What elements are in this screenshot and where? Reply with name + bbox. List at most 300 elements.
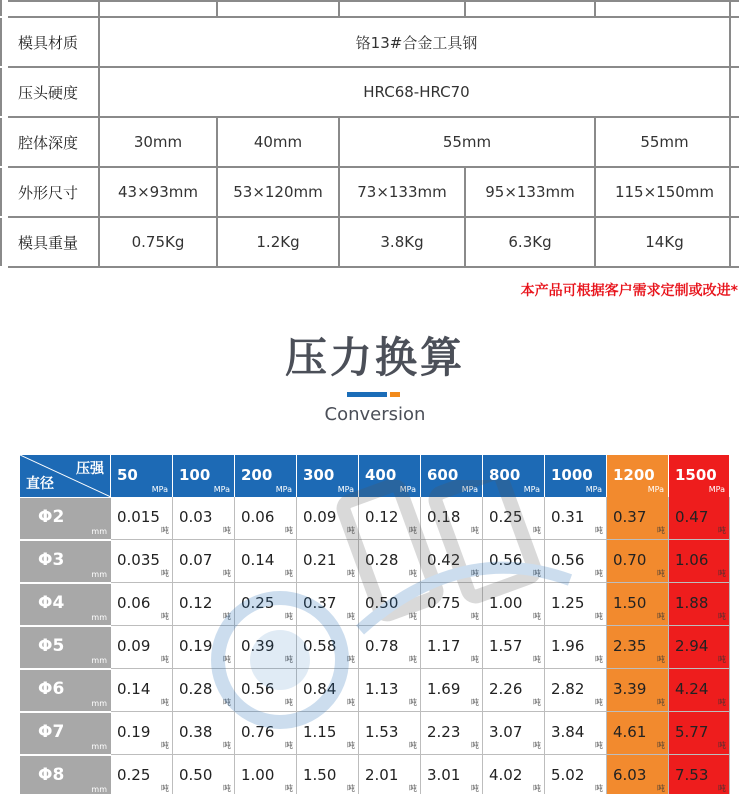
tonnage-value: 0.035 — [117, 551, 160, 569]
tonnage-value: 1.06 — [675, 551, 709, 569]
tonnage-cell — [421, 626, 483, 669]
pressure-unit: MPa — [523, 485, 540, 494]
diameter-unit: mm — [91, 656, 107, 665]
tonnage-cell — [359, 583, 421, 626]
ton-unit: 吨 — [657, 655, 665, 664]
ton-unit: 吨 — [161, 698, 169, 707]
tonnage-value: 3.07 — [489, 723, 523, 741]
diameter-unit: mm — [91, 570, 107, 579]
table-row — [20, 497, 734, 540]
ton-unit: 吨 — [223, 655, 231, 664]
tonnage-cell — [669, 583, 730, 626]
ton-unit: 吨 — [409, 526, 417, 535]
spec-cell-partial — [98, 0, 216, 16]
pressure-header — [173, 455, 235, 497]
diameter-cell — [20, 712, 111, 754]
tonnage-cell — [669, 540, 730, 583]
tonnage-cell — [607, 583, 669, 626]
ton-unit: 吨 — [347, 698, 355, 707]
tonnage-value: 4.24 — [675, 680, 709, 698]
tonnage-value: 0.76 — [241, 723, 275, 741]
title-accent-blue — [347, 392, 387, 397]
tonnage-cell — [173, 626, 235, 669]
spec-cell: 6.3Kg — [464, 218, 594, 266]
ton-unit: 吨 — [161, 784, 169, 793]
tonnage-cell — [483, 669, 545, 712]
ton-unit: 吨 — [161, 655, 169, 664]
spec-row — [0, 118, 731, 166]
tonnage-value: 0.19 — [117, 723, 151, 741]
diameter-unit: mm — [91, 742, 107, 751]
diameter-unit: mm — [91, 699, 107, 708]
spec-cell-partial — [594, 0, 733, 16]
pressure-unit: MPa — [213, 485, 230, 494]
tonnage-cell — [669, 626, 730, 669]
pressure-value: 1500 — [675, 466, 717, 484]
tonnage-cell — [235, 583, 297, 626]
spec-cell: 3.8Kg — [338, 218, 464, 266]
spec-line — [8, 16, 739, 18]
spec-cell: 0.75Kg — [98, 218, 216, 266]
diameter-unit: mm — [91, 613, 107, 622]
custom-note: 本产品可根据客户需求定制或改进* — [520, 283, 738, 299]
diameter-unit: mm — [91, 785, 107, 794]
spec-line — [8, 266, 739, 268]
tonnage-value: 1.50 — [303, 766, 337, 784]
page-subtitle: Conversion — [324, 404, 426, 425]
tonnage-cell — [297, 540, 359, 583]
ton-unit: 吨 — [595, 698, 603, 707]
tonnage-value: 1.53 — [365, 723, 399, 741]
spec-row — [0, 68, 731, 116]
ton-unit: 吨 — [223, 612, 231, 621]
tonnage-cell — [421, 583, 483, 626]
ton-unit: 吨 — [533, 698, 541, 707]
tonnage-cell — [421, 540, 483, 583]
ton-unit: 吨 — [223, 569, 231, 578]
pressure-header — [235, 455, 297, 497]
tonnage-cell — [483, 626, 545, 669]
tonnage-cell — [607, 755, 669, 794]
tonnage-value: 0.28 — [179, 680, 213, 698]
spec-row-partial — [0, 0, 731, 16]
tonnage-cell — [545, 540, 607, 583]
tonnage-cell — [607, 497, 669, 540]
tonnage-value: 0.56 — [241, 680, 275, 698]
spec-cell: 43×93mm — [98, 168, 216, 216]
pressure-value: 1200 — [613, 466, 655, 484]
tonnage-cell — [111, 626, 173, 669]
tonnage-value: 1.13 — [365, 680, 399, 698]
spec-cell: 40mm — [216, 118, 338, 166]
tonnage-cell — [359, 712, 421, 755]
ton-unit: 吨 — [595, 655, 603, 664]
spec-cell: 14Kg — [594, 218, 733, 266]
ton-unit: 吨 — [409, 784, 417, 793]
ton-unit: 吨 — [718, 698, 726, 707]
tonnage-value: 0.38 — [179, 723, 213, 741]
diameter-cell — [20, 626, 111, 668]
ton-unit: 吨 — [409, 655, 417, 664]
tonnage-value: 0.50 — [179, 766, 213, 784]
tonnage-cell — [421, 712, 483, 755]
pressure-unit: MPa — [337, 485, 354, 494]
diameter-value: Φ7 — [38, 722, 65, 742]
ton-unit: 吨 — [471, 698, 479, 707]
spec-cell: 铬13#合金工具钢 — [98, 18, 733, 66]
tonnage-value: 0.14 — [241, 551, 275, 569]
spec-cell: 95×133mm — [464, 168, 594, 216]
tonnage-cell — [235, 712, 297, 755]
spec-cell: 55mm — [338, 118, 594, 166]
tonnage-cell — [483, 583, 545, 626]
pressure-header — [607, 455, 669, 497]
tonnage-cell — [483, 755, 545, 794]
tonnage-cell — [173, 497, 235, 540]
ton-unit: 吨 — [285, 741, 293, 750]
tonnage-value: 2.23 — [427, 723, 461, 741]
tonnage-value: 1.00 — [241, 766, 275, 784]
tonnage-cell — [421, 497, 483, 540]
ton-unit: 吨 — [223, 526, 231, 535]
table-row — [20, 755, 734, 794]
ton-unit: 吨 — [161, 569, 169, 578]
ton-unit: 吨 — [223, 784, 231, 793]
tonnage-value: 0.56 — [551, 551, 585, 569]
ton-unit: 吨 — [161, 526, 169, 535]
ton-unit: 吨 — [285, 526, 293, 535]
tonnage-cell — [607, 626, 669, 669]
tonnage-value: 1.00 — [489, 594, 523, 612]
tonnage-value: 1.88 — [675, 594, 709, 612]
tonnage-cell — [545, 712, 607, 755]
spec-line — [8, 116, 739, 118]
table-row — [20, 626, 734, 669]
tonnage-value: 0.47 — [675, 508, 709, 526]
conversion-table — [20, 455, 734, 794]
tonnage-cell — [421, 755, 483, 794]
tonnage-value: 0.14 — [117, 680, 151, 698]
tonnage-value: 0.25 — [489, 508, 523, 526]
tonnage-value: 1.25 — [551, 594, 585, 612]
ton-unit: 吨 — [657, 569, 665, 578]
tonnage-cell — [545, 669, 607, 712]
spec-row-label: 模具重量 — [18, 233, 79, 252]
tonnage-value: 0.19 — [179, 637, 213, 655]
spec-cell: 53×120mm — [216, 168, 338, 216]
ton-unit: 吨 — [285, 569, 293, 578]
tonnage-value: 0.28 — [365, 551, 399, 569]
tonnage-cell — [173, 669, 235, 712]
tonnage-value: 0.25 — [241, 594, 275, 612]
tonnage-cell — [421, 669, 483, 712]
ton-unit: 吨 — [657, 612, 665, 621]
tonnage-cell — [235, 497, 297, 540]
ton-unit: 吨 — [223, 698, 231, 707]
tonnage-value: 0.39 — [241, 637, 275, 655]
tonnage-value: 0.37 — [303, 594, 337, 612]
tonnage-cell — [235, 755, 297, 794]
ton-unit: 吨 — [657, 526, 665, 535]
tonnage-value: 0.12 — [365, 508, 399, 526]
tonnage-value: 2.94 — [675, 637, 709, 655]
pressure-value: 600 — [427, 466, 459, 484]
tonnage-cell — [483, 497, 545, 540]
tonnage-value: 0.12 — [179, 594, 213, 612]
tonnage-cell — [173, 583, 235, 626]
ton-unit: 吨 — [409, 569, 417, 578]
tonnage-cell — [111, 755, 173, 794]
page-title: 压力换算 — [284, 333, 465, 382]
ton-unit: 吨 — [533, 526, 541, 535]
tonnage-value: 0.56 — [489, 551, 523, 569]
ton-unit: 吨 — [718, 741, 726, 750]
ton-unit: 吨 — [223, 741, 231, 750]
pressure-header — [421, 455, 483, 497]
ton-unit: 吨 — [161, 741, 169, 750]
ton-unit: 吨 — [347, 526, 355, 535]
pressure-header — [111, 455, 173, 497]
spec-row-label: 模具材质 — [18, 33, 79, 52]
tonnage-value: 0.015 — [117, 508, 160, 526]
tonnage-value: 0.42 — [427, 551, 461, 569]
tonnage-cell — [359, 755, 421, 794]
tonnage-value: 0.50 — [365, 594, 399, 612]
tonnage-cell — [111, 712, 173, 755]
table-row — [20, 712, 734, 755]
ton-unit: 吨 — [347, 569, 355, 578]
tonnage-cell — [545, 497, 607, 540]
diameter-value: Φ3 — [38, 550, 65, 570]
spec-row — [0, 168, 731, 216]
pressure-value: 100 — [179, 466, 211, 484]
tonnage-cell — [111, 669, 173, 712]
diameter-cell — [20, 583, 111, 625]
ton-unit: 吨 — [718, 655, 726, 664]
tonnage-value: 0.78 — [365, 637, 399, 655]
ton-unit: 吨 — [595, 784, 603, 793]
diameter-cell — [20, 755, 111, 794]
ton-unit: 吨 — [718, 526, 726, 535]
spec-cell: 1.2Kg — [216, 218, 338, 266]
tonnage-cell — [545, 583, 607, 626]
diameter-value: Φ2 — [38, 507, 65, 527]
ton-unit: 吨 — [533, 569, 541, 578]
ton-unit: 吨 — [285, 655, 293, 664]
ton-unit: 吨 — [471, 526, 479, 535]
tonnage-value: 1.96 — [551, 637, 585, 655]
table-row — [20, 583, 734, 626]
ton-unit: 吨 — [533, 655, 541, 664]
ton-unit: 吨 — [471, 784, 479, 793]
spec-row — [0, 18, 731, 66]
pressure-value: 400 — [365, 466, 397, 484]
ton-unit: 吨 — [471, 741, 479, 750]
tonnage-value: 0.07 — [179, 551, 213, 569]
tonnage-cell — [297, 669, 359, 712]
tonnage-cell — [545, 626, 607, 669]
tonnage-value: 2.26 — [489, 680, 523, 698]
pressure-header — [545, 455, 607, 497]
spec-line — [8, 216, 739, 218]
tonnage-value: 2.35 — [613, 637, 647, 655]
ton-unit: 吨 — [533, 784, 541, 793]
ton-unit: 吨 — [285, 698, 293, 707]
corner-header — [20, 455, 111, 497]
tonnage-cell — [607, 540, 669, 583]
tonnage-cell — [607, 712, 669, 755]
tonnage-value: 0.25 — [117, 766, 151, 784]
diameter-value: Φ6 — [38, 679, 65, 699]
spec-line — [8, 166, 739, 168]
tonnage-value: 0.03 — [179, 508, 213, 526]
diameter-cell — [20, 669, 111, 711]
spec-line — [8, 66, 739, 68]
tonnage-cell — [607, 669, 669, 712]
tonnage-value: 0.37 — [613, 508, 647, 526]
tonnage-value: 1.50 — [613, 594, 647, 612]
diameter-value: Φ5 — [38, 636, 65, 656]
pressure-unit: MPa — [585, 485, 602, 494]
pressure-value: 1000 — [551, 466, 593, 484]
ton-unit: 吨 — [595, 569, 603, 578]
spec-cell: 73×133mm — [338, 168, 464, 216]
diameter-unit: mm — [91, 527, 107, 536]
tonnage-cell — [235, 626, 297, 669]
pressure-value: 300 — [303, 466, 335, 484]
ton-unit: 吨 — [595, 526, 603, 535]
spec-row-label: 腔体深度 — [18, 133, 79, 152]
ton-unit: 吨 — [285, 784, 293, 793]
pressure-header — [483, 455, 545, 497]
tonnage-value: 0.18 — [427, 508, 461, 526]
tonnage-value: 5.77 — [675, 723, 709, 741]
tonnage-cell — [669, 755, 730, 794]
tonnage-cell — [483, 540, 545, 583]
tonnage-value: 7.53 — [675, 766, 709, 784]
pressure-unit: MPa — [461, 485, 478, 494]
corner-pressure-label: 压强 — [76, 461, 104, 477]
tonnage-value: 5.02 — [551, 766, 585, 784]
tonnage-cell — [359, 497, 421, 540]
tonnage-cell — [235, 540, 297, 583]
tonnage-value: 0.84 — [303, 680, 337, 698]
tonnage-cell — [111, 540, 173, 583]
tonnage-cell — [297, 626, 359, 669]
ton-unit: 吨 — [409, 612, 417, 621]
tonnage-cell — [173, 540, 235, 583]
tonnage-value: 0.75 — [427, 594, 461, 612]
ton-unit: 吨 — [409, 698, 417, 707]
ton-unit: 吨 — [718, 612, 726, 621]
pressure-unit: MPa — [399, 485, 416, 494]
tonnage-cell — [669, 712, 730, 755]
diameter-cell — [20, 540, 111, 582]
tonnage-value: 3.01 — [427, 766, 461, 784]
tonnage-value: 1.69 — [427, 680, 461, 698]
tonnage-value: 0.31 — [551, 508, 585, 526]
pressure-header — [669, 455, 730, 497]
tonnage-value: 2.82 — [551, 680, 585, 698]
tonnage-cell — [235, 669, 297, 712]
tonnage-cell — [359, 626, 421, 669]
ton-unit: 吨 — [718, 784, 726, 793]
ton-unit: 吨 — [595, 612, 603, 621]
tonnage-cell — [359, 669, 421, 712]
tonnage-cell — [173, 755, 235, 794]
ton-unit: 吨 — [657, 741, 665, 750]
tonnage-value: 1.57 — [489, 637, 523, 655]
ton-unit: 吨 — [533, 612, 541, 621]
ton-unit: 吨 — [595, 741, 603, 750]
tonnage-cell — [669, 497, 730, 540]
pressure-unit: MPa — [151, 485, 168, 494]
pressure-value: 50 — [117, 466, 138, 484]
tonnage-value: 0.58 — [303, 637, 337, 655]
table-row — [20, 669, 734, 712]
table-row — [20, 540, 734, 583]
tonnage-cell — [173, 712, 235, 755]
pressure-unit: MPa — [647, 485, 664, 494]
tonnage-value: 4.02 — [489, 766, 523, 784]
tonnage-cell — [297, 497, 359, 540]
tonnage-cell — [297, 755, 359, 794]
tonnage-cell — [111, 583, 173, 626]
tonnage-value: 0.21 — [303, 551, 337, 569]
diameter-value: Φ8 — [38, 765, 65, 785]
spec-cell: HRC68-HRC70 — [98, 68, 733, 116]
ton-unit: 吨 — [471, 612, 479, 621]
spec-cell-partial — [216, 0, 338, 16]
tonnage-value: 2.01 — [365, 766, 399, 784]
ton-unit: 吨 — [471, 569, 479, 578]
spec-cell: 55mm — [594, 118, 733, 166]
pressure-unit: MPa — [708, 485, 725, 494]
corner-diameter-label: 直径 — [26, 476, 54, 492]
title-accent-orange — [390, 392, 400, 397]
tonnage-value: 0.06 — [117, 594, 151, 612]
tonnage-value: 1.15 — [303, 723, 337, 741]
tonnage-cell — [297, 712, 359, 755]
pressure-header — [359, 455, 421, 497]
spec-row — [0, 218, 731, 266]
tonnage-value: 0.09 — [117, 637, 151, 655]
tonnage-value: 1.17 — [427, 637, 461, 655]
ton-unit: 吨 — [533, 741, 541, 750]
pressure-value: 200 — [241, 466, 273, 484]
diameter-value: Φ4 — [38, 593, 65, 613]
tonnage-cell — [111, 497, 173, 540]
tonnage-value: 6.03 — [613, 766, 647, 784]
ton-unit: 吨 — [657, 784, 665, 793]
ton-unit: 吨 — [409, 741, 417, 750]
tonnage-value: 0.70 — [613, 551, 647, 569]
tonnage-cell — [483, 712, 545, 755]
tonnage-cell — [297, 583, 359, 626]
ton-unit: 吨 — [347, 612, 355, 621]
ton-unit: 吨 — [471, 655, 479, 664]
spec-cell: 30mm — [98, 118, 216, 166]
ton-unit: 吨 — [161, 612, 169, 621]
spec-cell: 115×150mm — [594, 168, 733, 216]
ton-unit: 吨 — [718, 569, 726, 578]
pressure-unit: MPa — [275, 485, 292, 494]
spec-cell-partial — [338, 0, 464, 16]
ton-unit: 吨 — [347, 655, 355, 664]
spec-cell-partial — [464, 0, 594, 16]
tonnage-value: 0.06 — [241, 508, 275, 526]
ton-unit: 吨 — [347, 741, 355, 750]
